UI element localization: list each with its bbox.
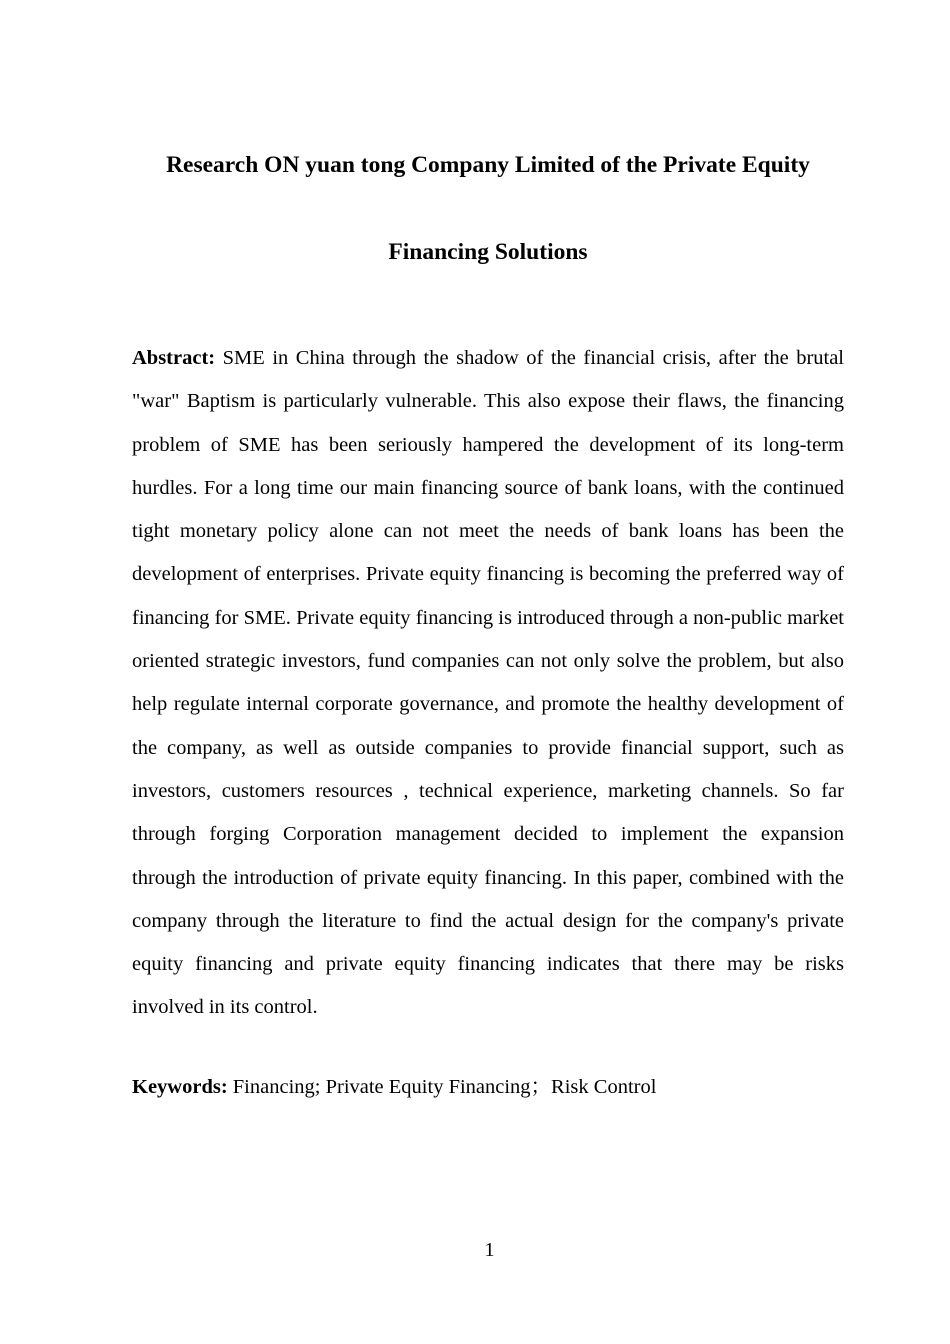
paper-title-line-1: Research ON yuan tong Company Limited of the Private Equity <box>166 152 810 178</box>
abstract-label: Abstract: <box>132 347 216 369</box>
paper-title-line-2: Financing Solutions <box>388 239 588 265</box>
abstract-paragraph <box>132 337 844 1030</box>
keywords-text: Financing; Private Equity Financing；Risk Control <box>232 1076 657 1098</box>
page-number: 1 <box>484 1239 495 1261</box>
abstract-text: SME in China through the shadow of the financial crisis, after the brutal "war" Baptism is particularly vulnerable. This also expose their flaws, the financing problem of SME has been seriously hampered the development of its long-term hurdles. For a long time our main financing source of bank loans, with the continued tight monetary policy alone can not meet the needs of bank loans has been the development of enterprises. Private equity financing is becoming the preferred way of financing for SME. Private equity financing is introduced through a non-public market oriented strategic investors, fund companies can not only solve the problem, but also help regulate internal corporate governance, and promote the healthy development of the company, as well as outside companies to provide financial support, such as investors, customers resources , technical experience, marketing channels. So far through forging Corporation management decided to implement the expansion through the introduction of private equity financing. In this paper, combined with the company through the literature to find the actual design for the company's private equity financing and private equity financing indicates that there may be risks involved in its control. <box>132 347 845 1019</box>
keywords-paragraph <box>132 1072 844 1102</box>
keywords-label: Keywords: <box>132 1076 228 1098</box>
